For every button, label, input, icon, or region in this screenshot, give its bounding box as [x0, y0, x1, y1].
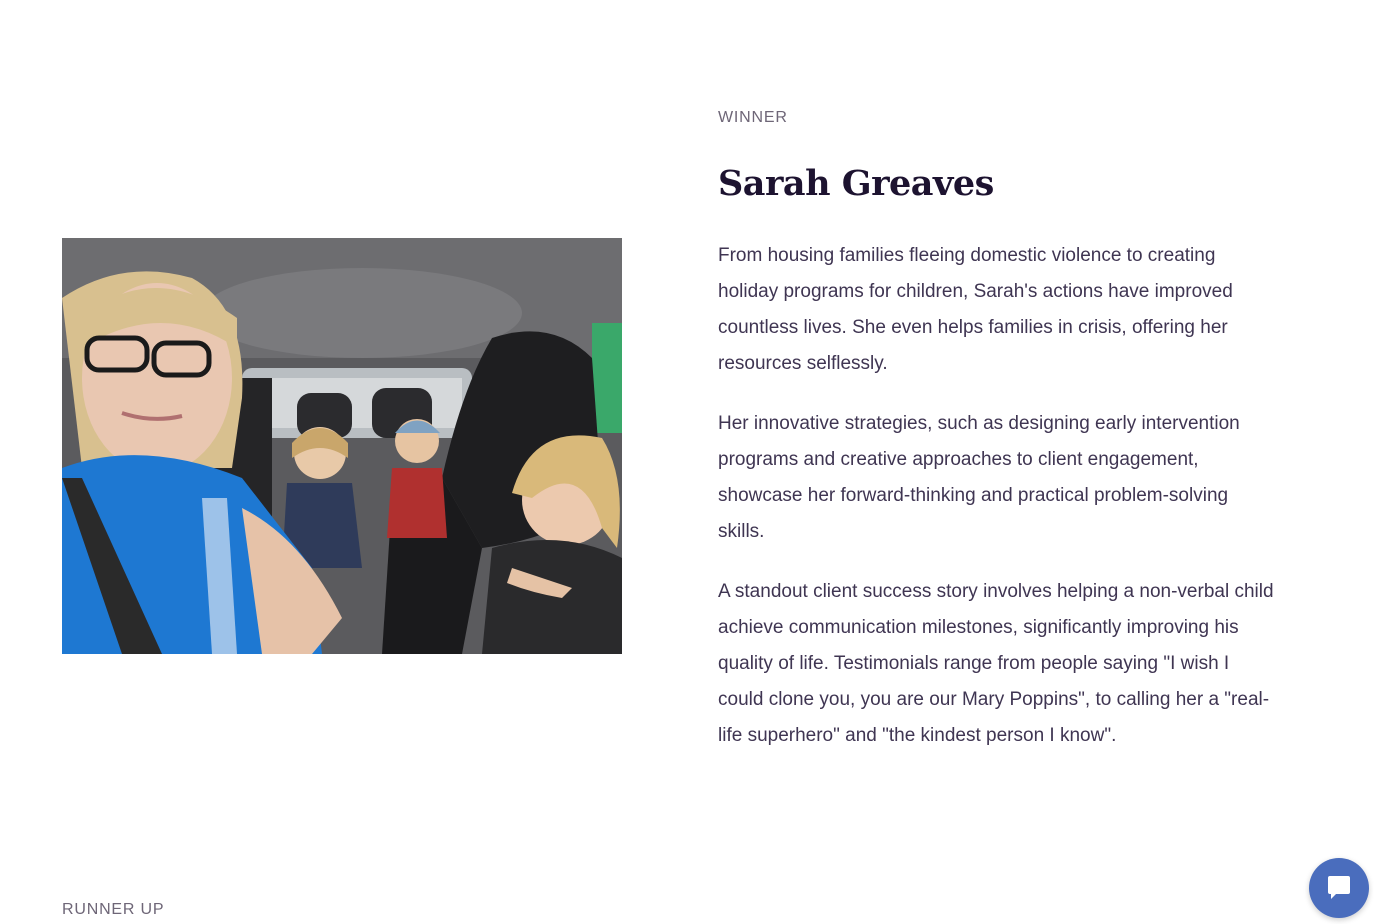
chat-widget-button[interactable]: [1309, 858, 1369, 918]
winner-name: Sarah Greaves: [718, 163, 994, 204]
winner-section: [718, 108, 1278, 778]
winner-label: WINNER: [718, 109, 788, 126]
winner-paragraph: A standout client success story involves helping a non-verbal child achieve communication milestones, significantly improving his quality of life. Testimonials range from people saying "I wish I could clone you, you are our Mary Poppins", to calling her a "real-life superhero" and "the kindest person I know".: [718, 581, 1274, 746]
runner-up-label: RUNNER UP: [62, 901, 165, 918]
winner-photo: [62, 238, 622, 654]
winner-description: [718, 238, 1278, 754]
chat-bubble-icon: [1324, 873, 1354, 903]
winner-paragraph: Her innovative strategies, such as designing early intervention programs and creative approaches to client engagement, showcase her forward-thinking and practical problem-solving skills.: [718, 413, 1240, 542]
winner-paragraph: From housing families fleeing domestic violence to creating holiday programs for children, Sarah's actions have improved countless lives. She even helps families in crisis, offering her resources selflessly.: [718, 245, 1233, 374]
